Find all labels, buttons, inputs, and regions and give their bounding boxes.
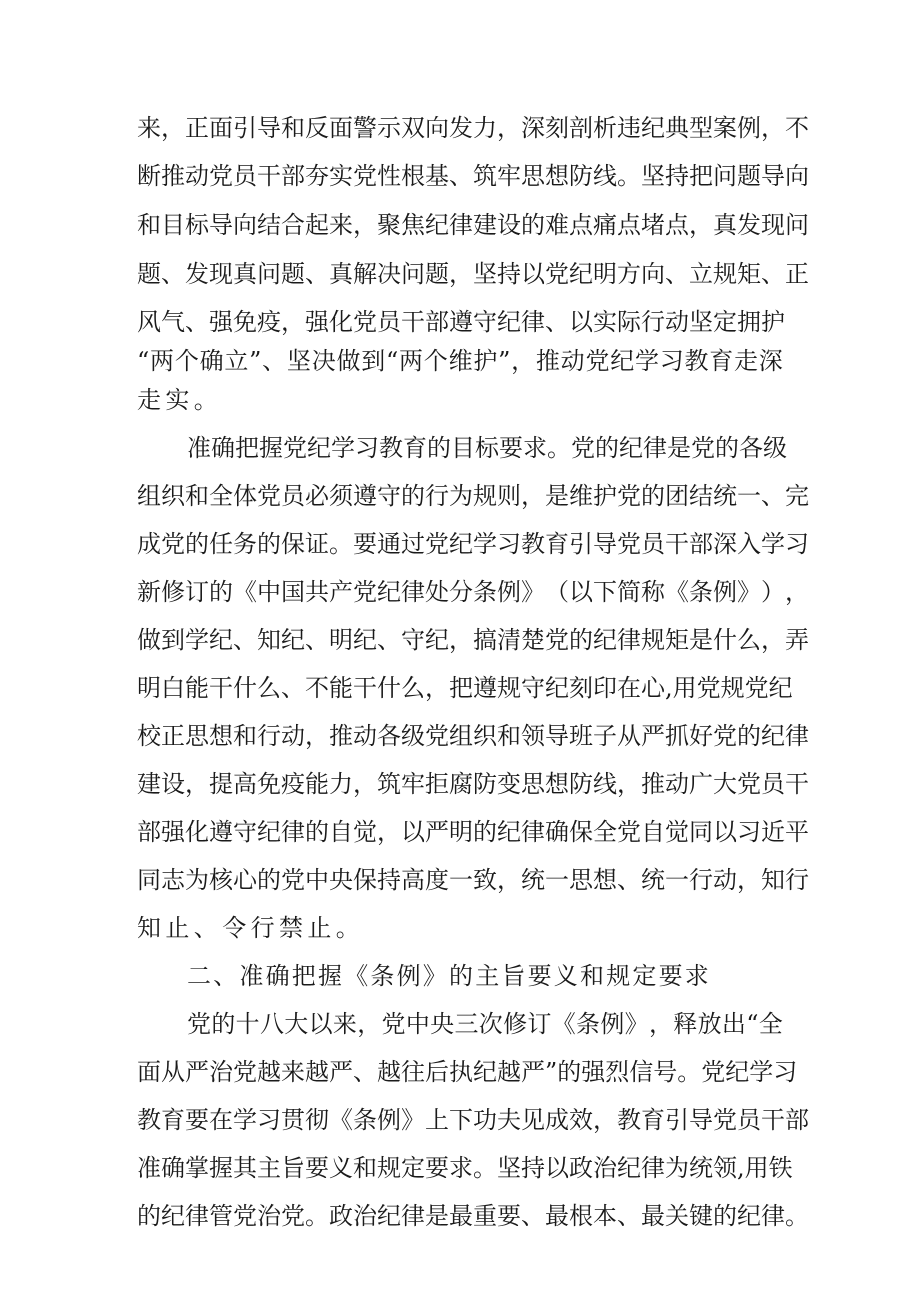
paragraph-3-line-4: 准 确 掌 握 其 主 旨 要 义 和 规 定 要 求 。 坚 持 以 政 治 纪 律 为 统 领 , 用 铁 — [137, 1154, 793, 1182]
paragraph-2-line-6: 明 白 能 干 什 么 、 不 能 干 什 么 ， 把 遵 规 守 纪 刻 印 在 心 , 用 党 规 党 纪 — [137, 674, 793, 702]
paragraph-1-line-4: 题 、 发 现 真 问 题 、 真 解 决 问 题 ， 坚 持 以 党 纪 明 方 向 、 立 规 矩 、 正 — [137, 260, 809, 288]
paragraph-3-line-5: 的 纪 律 管 党 治 党 。 政 治 纪 律 是 最 重 要 、 最 根 本 、 最 关 键 的 纪 律 。 — [137, 1202, 809, 1230]
paragraph-2-line-5: 做 到 学 纪 、 知 纪 、 明 纪 、 守 纪 ， 搞 清 楚 党 的 纪 律 规 矩 是 什 么 ， 弄 — [137, 626, 809, 654]
paragraph-2-line-11: 知止、令行禁止。 — [137, 914, 365, 942]
paragraph-2-line-9: 部 强 化 遵 守 纪 律 的 自 觉 ， 以 严 明 的 纪 律 确 保 全 党 自 觉 同 以 习 近 平 — [137, 818, 809, 846]
paragraph-2-line-2: 组 织 和 全 体 党 员 必 须 遵 守 的 行 为 规 则 ， 是 维 护 党 的 团 结 统 一 、 完 — [137, 482, 809, 510]
paragraph-2-line-8: 建 设 ， 提 高 免 疫 能 力 ， 筑 牢 拒 腐 防 变 思 想 防 线 ， 推 动 广 大 党 员 干 — [137, 770, 809, 798]
paragraph-3-line-2: 面 从 严 治 党 越 来 越 严 、 越 往 后 执 纪 越 严 ” 的 强 烈 信 号 。 党 纪 学 习 — [137, 1058, 798, 1086]
paragraph-2-line-1: 准 确 把 握 党 纪 学 习 教 育 的 目 标 要 求 。 党 的 纪 律 是 党 的 各 级 — [187, 434, 787, 462]
paragraph-1-line-3: 和 目 标 导 向 结 合 起 来 ， 聚 焦 纪 律 建 设 的 难 点 痛 点 堵 点 ， 真 发 现 问 — [137, 211, 809, 239]
paragraph-2-line-4: 新 修 订 的 《 中 国 共 产 党 纪 律 处 分 条 例 》 （ 以 下 简 称 《 条 例 》 ） ， — [137, 578, 809, 606]
paragraph-3-line-3: 教 育 要 在 学 习 贯 彻 《 条 例 》 上 下 功 夫 见 成 效 ， 教 育 引 导 党 员 干 部 — [137, 1106, 809, 1134]
paragraph-1-line-1: 来 ， 正 面 引 导 和 反 面 警 示 双 向 发 力 ， 深 刻 剖 析 违 纪 典 型 案 例 ， 不 — [137, 114, 809, 142]
section-heading: 二、准确把握《条例》的主旨要义和规定要求 — [187, 962, 711, 990]
paragraph-1-line-5: 风 气 、 强 免 疫 ， 强 化 党 员 干 部 遵 守 纪 律 、 以 实 际 行 动 坚 定 拥 护 — [137, 308, 785, 336]
paragraph-1-line-7: 走实。 — [137, 386, 223, 414]
paragraph-2-line-10: 同 志 为 核 心 的 党 中 央 保 持 高 度 一 致 ， 统 一 思 想 、 统 一 行 动 ， 知 行 — [137, 866, 809, 894]
paragraph-1-line-6: “ 两 个 确 立 ” 、 坚 决 做 到 “ 两 个 维 护 ” ， 推 动 党 纪 学 习 教 育 走 深 — [137, 347, 783, 375]
paragraph-1-line-2: 断 推 动 党 员 干 部 夯 实 党 性 根 基 、 筑 牢 思 想 防 线 。 坚 持 把 问 题 导 向 — [137, 162, 809, 190]
paragraph-2-line-7: 校 正 思 想 和 行 动 ， 推 动 各 级 党 组 织 和 领 导 班 子 从 严 抓 好 党 的 纪 律 — [137, 722, 809, 750]
paragraph-3-line-1: 党 的 十 八 大 以 来 ， 党 中 央 三 次 修 订 《 条 例 》 ， 释 放 出 “ 全 — [187, 1010, 783, 1038]
paragraph-2-line-3: 成 党 的 任 务 的 保 证 。 要 通 过 党 纪 学 习 教 育 引 导 党 员 干 部 深 入 学 习 — [137, 530, 809, 558]
